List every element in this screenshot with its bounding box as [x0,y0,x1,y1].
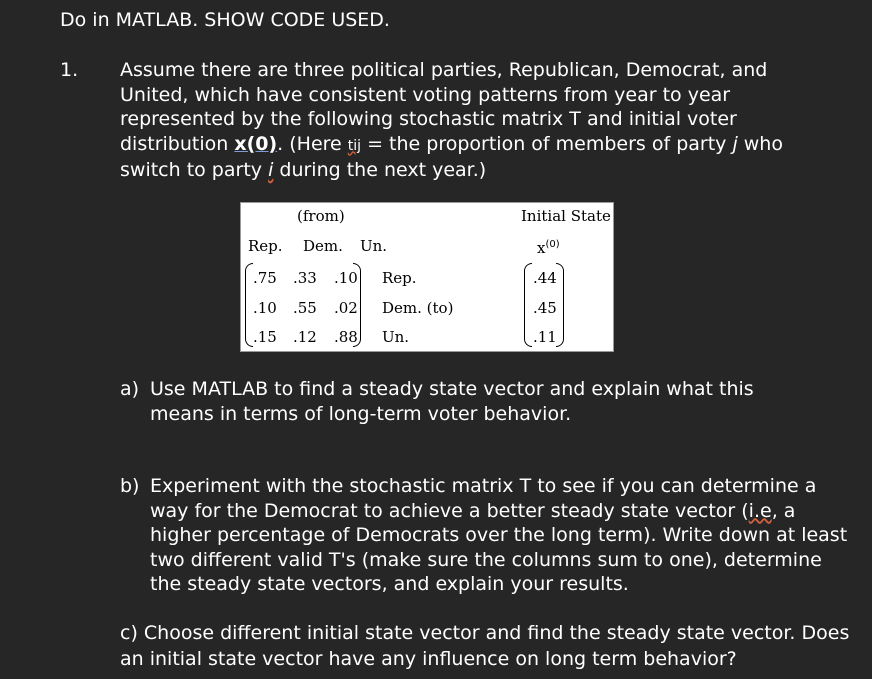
row-label-rep: Rep. [382,269,417,287]
vector-cell: .45 [533,299,557,317]
part-b-text-1: Experiment with the stochastic matrix T to see if you can determine a way for the Democrat to achieve a better steady state vector ( [150,475,817,522]
vector-right-bracket [556,263,564,347]
vector-left-bracket [524,263,532,347]
matrix-cell: .12 [293,328,317,346]
intro-text-2: . (Here [277,132,348,155]
matrix-cell: .55 [293,299,317,317]
part-a-text [150,377,810,426]
intro-text-3: = the proportion of members of party [361,132,733,155]
part-b-text [150,474,850,597]
initial-state-label: Initial State [521,207,611,225]
matrix-cell: .10 [253,299,277,317]
ie-word: i.e [748,499,772,522]
part-c: c) Choose different initial state vector and find the steady state vector. Does an initial state vector have any influence on long term behavior? [120,622,850,670]
instruction-header: Do in MATLAB. SHOW CODE USED. [60,9,390,31]
vector-cell: .11 [533,328,557,346]
part-b-text-2: , a higher percentage of Democrats over the long term). Write down at least two different valid T's (make sure the columns sum to one), determine the steady state vectors, and explain your results. [150,499,848,595]
row-label-dem: Dem. (to) [382,299,454,317]
x0-label [537,239,560,257]
part-a [120,377,810,426]
matlab-word: MATLAB [191,378,269,400]
j-symbol: j [732,132,738,155]
vector-cell: .44 [533,269,557,287]
x0-superscript: (0) [545,239,560,250]
matrix-cell: .88 [334,328,358,346]
matrix-cell: .33 [293,269,317,287]
i-symbol: i [268,159,274,181]
matrix-cell: .75 [253,269,277,287]
matrix-cell: .15 [253,328,277,346]
part-b-label: b) [120,475,140,497]
part-a-label: a) [120,378,140,400]
intro-text-1: Assume there are three political parties, Republican, Democrat, and United, which have consistent voting patterns from year to year represented by the following stochastic matrix T and initial voter distribution [120,59,768,155]
question-intro [120,58,840,183]
col-header-rep: Rep. [248,237,283,255]
x0-vector-label: x(0) [234,132,278,155]
intro-text-4: who switch to party [120,132,783,181]
col-header-un: Un. [360,237,388,255]
part-b [120,474,850,597]
matrix-cell: .10 [334,269,358,287]
part-a-text-2: to find a steady state vector and explain what this means in terms of long-term voter behavior. [150,378,754,425]
x0-base: x [537,239,546,257]
stochastic-matrix-figure [240,202,614,352]
intro-text-5: during the next year.) [273,159,487,181]
matrix-cell: .02 [334,299,358,317]
question-number: 1. [60,59,79,81]
row-label-un: Un. [382,328,410,346]
from-label: (from) [297,207,345,225]
part-a-text-1: Use [150,378,192,400]
col-header-dem: Dem. [303,237,343,255]
tij-symbol: tij [347,137,362,154]
matrix-left-bracket [245,263,253,347]
